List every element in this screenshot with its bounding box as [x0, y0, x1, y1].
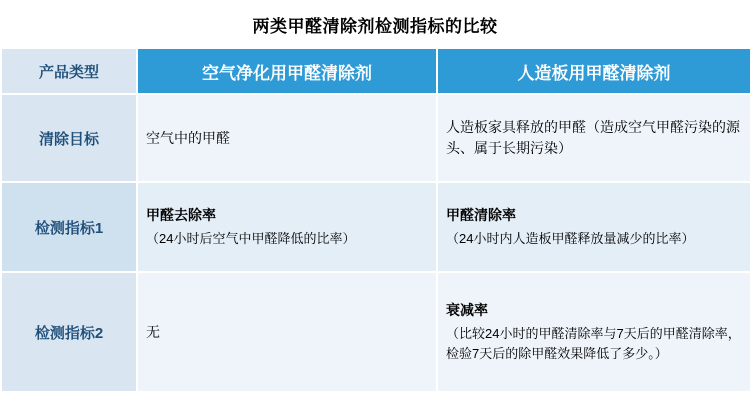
table-row	[1, 272, 750, 392]
cell-indicator1-air	[137, 182, 437, 272]
table-header-row	[1, 48, 750, 94]
cell-indicator1-board-sub: （24小时内人造板甲醛释放量减少的比率）	[446, 230, 695, 246]
cell-indicator2-board	[437, 272, 750, 392]
cell-indicator2-air	[137, 272, 437, 392]
cell-indicator1-board	[437, 182, 750, 272]
cell-indicator2-air-main: 无	[146, 323, 160, 340]
row-label-indicator-1: 检测指标1	[1, 182, 137, 272]
cell-indicator2-board-main: 衰减率	[446, 301, 488, 318]
header-product-type: 产品类型	[1, 48, 137, 94]
cell-goal-board-main: 人造板家具释放的甲醛（造成空气甲醛污染的源头、属于长期污染）	[446, 119, 740, 156]
cell-indicator2-board-sub: （比较24小时的甲醛清除率与7天后的甲醛清除率，检验7天后的除甲醛效果降低了多少。）	[446, 325, 741, 361]
row-label-indicator-2: 检测指标2	[1, 272, 137, 392]
cell-goal-board	[437, 94, 750, 182]
table-row	[1, 94, 750, 182]
cell-indicator1-board-main: 甲醛清除率	[446, 206, 516, 223]
cell-goal-air-main: 空气中的甲醛	[146, 129, 230, 146]
header-column-air: 空气净化用甲醛清除剂	[137, 48, 437, 94]
cell-goal-air	[137, 94, 437, 182]
table-row	[1, 182, 750, 272]
cell-indicator1-air-sub: （24小时后空气中甲醛降低的比率）	[146, 230, 356, 246]
cell-indicator1-air-main: 甲醛去除率	[146, 206, 216, 223]
comparison-table	[0, 47, 750, 393]
row-label-goal: 清除目标	[1, 94, 137, 182]
header-column-board: 人造板用甲醛清除剂	[437, 48, 750, 94]
page-title: 两类甲醛清除剂检测指标的比较	[252, 17, 498, 36]
